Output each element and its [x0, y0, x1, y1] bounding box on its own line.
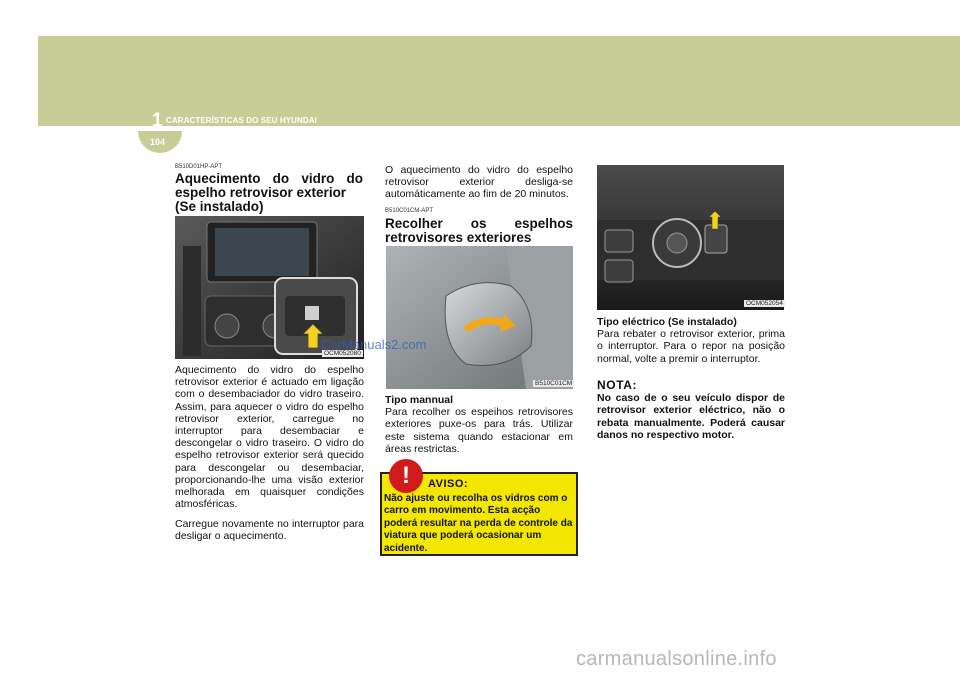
heading-heated-mirror-line3: (Se instalado)	[175, 199, 264, 214]
watermark-carmanuals2: CarManuals2.com	[321, 337, 427, 352]
body-manual-type-text: Para recolher os espeihos retrovisores exteriores puxe-os para trás. Utilizar este sistema quando estacionar em áreas restrictas.	[385, 406, 573, 455]
chapter-number: 1	[152, 110, 163, 131]
caption-photo-defroster: OCM052080	[324, 350, 361, 357]
caption-photo-manual-mirror: B510C01CM	[535, 380, 573, 387]
heading-fold-mirrors-line2: retrovisores exteriores	[385, 230, 532, 245]
note-title: NOTA:	[597, 378, 638, 392]
body-heated-mirror: Aquecimento do vidro do espelho retrovisor exterior é actuado em ligação com o desembaciador do vidro traseiro. Assim, para aquecer o vidro do espelho retrovisor exterior, carregue no interruptor para desembaciar e descongelar o vidro traseiro. O vidro do espelho retrovisor exterior será quecido para descongelar ou desembaciar, proporcionando-lhe uma visão exterior melhorada em quaisquer condições atmosféricas.	[175, 364, 364, 511]
heading-fold-mirrors-line1: Recolher os espelhos	[385, 216, 573, 231]
subhead-electric-type: Tipo eléctrico (Se instalado)	[597, 316, 737, 328]
subhead-manual-type: Tipo mannual	[385, 394, 454, 406]
body-manual-type	[385, 394, 573, 455]
body-auto-off: O aquecimento do vidro do espelho retrovisor exterior desliga-se automáticamente ao fim de 20 minutos.	[385, 164, 573, 201]
chapter-title: CARACTERÍSTICAS DO SEU HYUNDAI	[166, 116, 318, 125]
warning-text: Não ajuste ou recolha os vidros com o carro em movimento. Esta acção poderá resultar na perda de controle da viatura que poderá ocasionar um acidente.	[384, 493, 573, 554]
body-electric-type-text: Para rebater o retrovisor exterior, prima o interruptor. Para o repor na posição normal, volte a premir o interruptor.	[597, 328, 785, 365]
page-number: 104	[150, 137, 166, 147]
header-band	[38, 36, 960, 126]
heading-heated-mirror-line2: espelho retrovisor exterior	[175, 185, 347, 200]
photo-electric-fold-switch	[597, 165, 784, 310]
warning-title: AVISO:	[428, 478, 469, 490]
caption-photo-electric: OCM052054	[746, 300, 783, 307]
photo-manual-mirror	[386, 246, 573, 389]
body-electric-type	[597, 316, 785, 365]
warning-icon: !	[389, 459, 423, 493]
section-code-fold-mirrors: B510C01CM-APT	[385, 208, 434, 214]
heading-heated-mirror-line1: Aquecimento do vidro do	[175, 171, 363, 186]
body-heated-mirror-off: Carregue novamente no interruptor para desligar o aquecimento.	[175, 518, 364, 543]
section-code-heated-mirror: B510D01HP-APT	[175, 164, 223, 170]
note-text: No caso de o seu veículo dispor de retrovisor exterior eléctrico, não o rebata manualmente. Poderá causar danos no respectivo motor.	[597, 392, 785, 442]
watermark-carmanualsonline: carmanualsonline.info	[576, 648, 777, 670]
